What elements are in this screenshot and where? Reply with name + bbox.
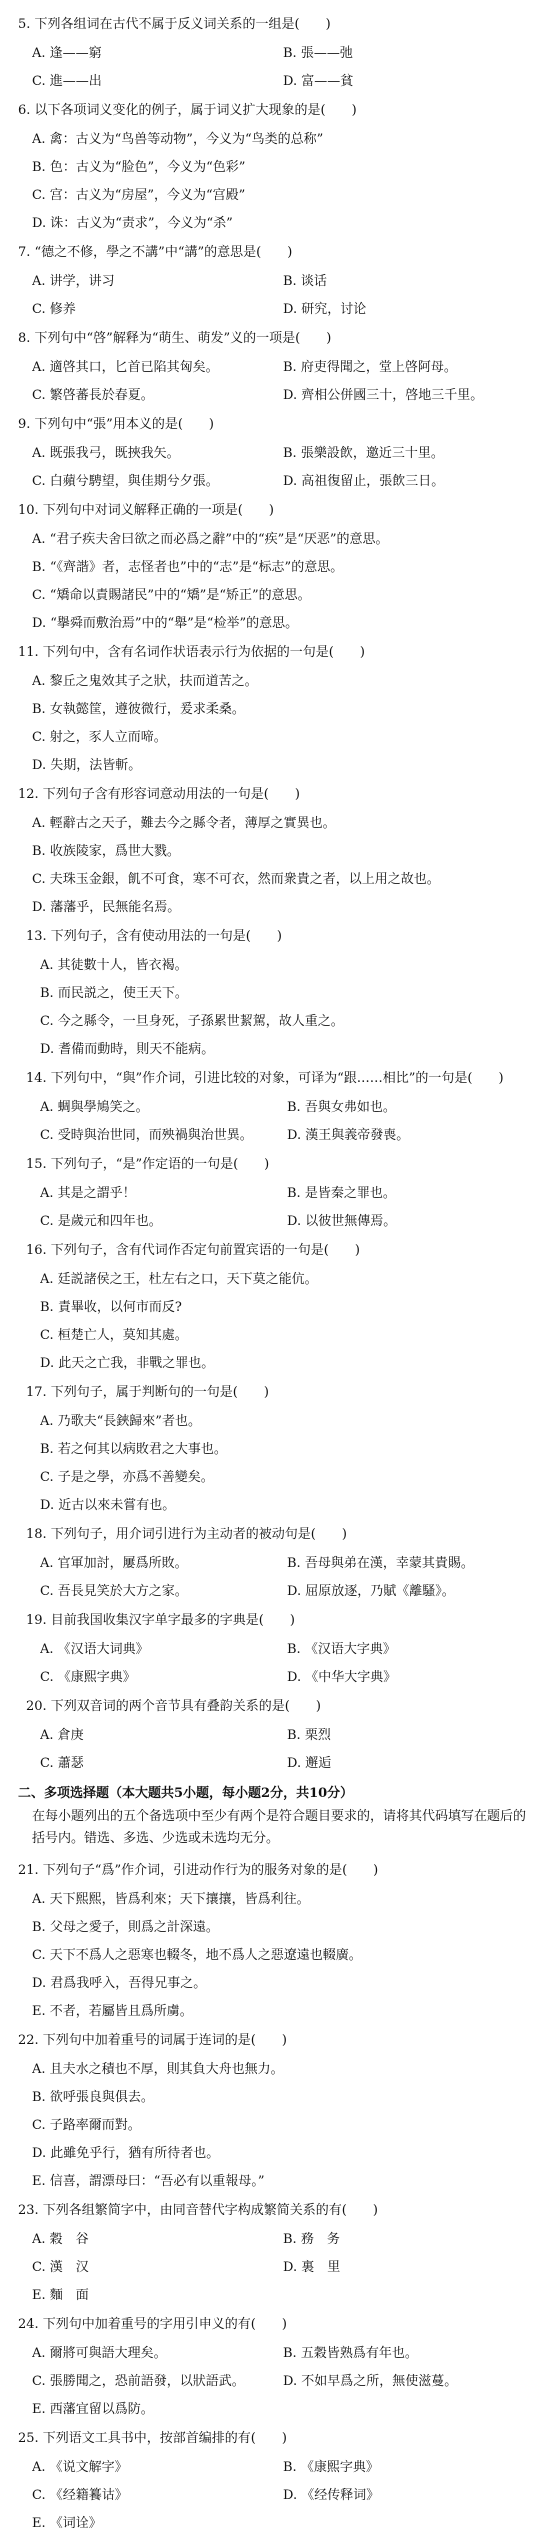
question-stem: 10. 下列句中对词义解释正确的一项是( ) [18, 503, 274, 518]
answer-option: B. 五穀皆熟爲有年也。 [283, 2346, 418, 2361]
answer-option: B. 張——弛 [283, 46, 353, 61]
option-list [18, 2454, 534, 2538]
answer-option: A. 且夫水之積也不厚，則其負大舟也無力。 [32, 2062, 284, 2077]
answer-option: A. 廷説諸侯之王，杜左右之口，天下莫之能伉。 [40, 1272, 318, 1287]
question [18, 1236, 534, 1378]
option-list [26, 1180, 534, 1236]
answer-option: B. 張樂設飲，邀近三十里。 [283, 446, 444, 461]
answer-option: B. 務 务 [283, 2232, 340, 2247]
option-list [26, 952, 534, 1064]
option-list [18, 268, 534, 324]
answer-option: A. 倉庚 [40, 1728, 84, 1743]
answer-option: C. 今之縣令，一旦身死，子孫累世絜駕，故人重之。 [40, 1014, 344, 1029]
answer-option: D. 此雖免乎行，猶有所待者也。 [32, 2146, 220, 2161]
option-list [18, 2056, 534, 2196]
question-stem: 11. 下列句中，含有名词作状语表示行为依据的一句是( ) [18, 645, 365, 660]
question [18, 238, 534, 324]
answer-option: D. 近古以來未嘗有也。 [40, 1498, 176, 1513]
question [18, 2424, 534, 2538]
answer-option: C. 是歲元和四年也。 [40, 1214, 162, 1229]
answer-option: A. 官軍加討，屢爲所敗。 [40, 1556, 188, 1571]
question-stem: 20. 下列双音词的两个音节具有叠韵关系的是( ) [26, 1699, 321, 1714]
answer-option: C. 天下不爲人之惡寒也輟冬，地不爲人之惡遼遠也輟廣。 [32, 1948, 362, 1963]
question-stem: 21. 下列句子“爲”作介词，引进动作行为的服务对象的是( ) [18, 1863, 379, 1878]
answer-option: C. 《康熙字典》 [40, 1670, 136, 1685]
question-stem: 8. 下列句中“啓”解释为“萌生、萌发”义的一项是( ) [18, 331, 332, 346]
question-stem: 5. 下列各组词在古代不属于反义词关系的一组是( ) [18, 17, 331, 32]
answer-option: A. 乃歌夫“長鋏歸來”者也。 [40, 1414, 201, 1429]
question [18, 2310, 534, 2424]
answer-option: A. “君子疾夫舍曰欲之而必爲之辭”中的“疾”是“厌恶”的意思。 [32, 532, 389, 547]
answer-option: E. 《词诠》 [32, 2516, 102, 2531]
section-title: 二、多项选择题（本大题共5小题，每小题2分，共10分） [18, 1786, 354, 1801]
answer-option: C. 子是之學，亦爲不善變矣。 [40, 1470, 214, 1485]
question-stem: 17. 下列句子，属于判断句的一句是( ) [26, 1385, 269, 1400]
answer-option: A. 逢——窮 [32, 46, 102, 61]
answer-option: C. 子路率爾而對。 [32, 2118, 141, 2133]
question-stem: 7. “德之不修，學之不講”中“講”的意思是( ) [18, 245, 293, 260]
answer-option: A. 《说文解字》 [32, 2460, 128, 2475]
answer-option: C. 漢 汉 [32, 2260, 89, 2275]
question [18, 780, 534, 922]
answer-option: A. 爾將可與語大理矣。 [32, 2346, 167, 2361]
option-list [18, 526, 534, 638]
answer-option: C. 修养 [32, 302, 76, 317]
answer-option: C. 進——出 [32, 74, 102, 89]
question [18, 96, 534, 238]
answer-option: E. 西藩宜留以爲防。 [32, 2402, 154, 2417]
answer-option: A. 其徒數十人，皆衣褐。 [40, 958, 188, 973]
answer-option: D. 君爲我呼入，吾得兄事之。 [32, 1976, 207, 1991]
question-stem: 9. 下列句中“張”用本义的是( ) [18, 417, 214, 432]
answer-option: B. 父母之愛子，則爲之計深遠。 [32, 1920, 219, 1935]
answer-option: A. 黎丘之鬼效其子之狀，扶而道苦之。 [32, 674, 258, 689]
answer-option: D. 诛：古义为“责求”，今义为“杀” [32, 216, 233, 231]
answer-option: A. 禽：古义为“鸟兽等动物”，今义为“鸟类的总称” [32, 132, 324, 147]
option-list [18, 40, 534, 96]
answer-option: B. 收族陵家，爲世大戮。 [32, 844, 180, 859]
answer-option: A. 蜩與學鳩笑之。 [40, 1100, 149, 1115]
question-stem: 23. 下列各组繁简字中，由同音替代字构成繁简关系的有( ) [18, 2203, 378, 2218]
answer-option: E. 不者，若屬皆且爲所虜。 [32, 2004, 193, 2019]
answer-option: D. 富——貧 [283, 74, 354, 89]
question-stem: 6. 以下各项词义变化的例子，属于词义扩大现象的是( ) [18, 103, 357, 118]
multi-choice-part [18, 1856, 534, 2538]
section-2-header [18, 1782, 534, 1850]
answer-option: B. 栗烈 [287, 1728, 331, 1743]
option-list [26, 1266, 534, 1378]
question [18, 1064, 534, 1150]
answer-option: C. “矯命以責賜諸民”中的“矯”是“矫正”的意思。 [32, 588, 311, 603]
answer-option: E. 麵 面 [32, 2288, 89, 2303]
option-list [18, 1886, 534, 2026]
question [18, 1378, 534, 1520]
answer-option: E. 信喜，謂漂母曰：“吾必有以重報母。” [32, 2174, 265, 2189]
option-list [18, 810, 534, 922]
answer-option: D. 高祖復留止，張飲三日。 [283, 474, 445, 489]
answer-option: B. 谈话 [283, 274, 327, 289]
option-list [18, 2226, 534, 2310]
section-instructions: 在每小题列出的五个备选项中至少有两个是符合题目要求的，请将其代码填写在题后的括号内。错选、多选、少选或未选均无分。 [32, 1809, 527, 1846]
question [18, 410, 534, 496]
option-list [18, 2340, 534, 2424]
answer-option: D. 《经传释词》 [283, 2488, 380, 2503]
answer-option: B. 《康熙字典》 [283, 2460, 379, 2475]
answer-option: C. 夫珠玉金銀，飢不可食，寒不可衣，然而衆貴之者，以上用之故也。 [32, 872, 440, 887]
answer-option: B. 而民説之，使王天下。 [40, 986, 188, 1001]
question [18, 1692, 534, 1778]
question-stem: 19. 目前我国收集汉字单字最多的字典是( ) [26, 1613, 295, 1628]
answer-option: A. 輕辭古之天子，難去今之縣令者，薄厚之實異也。 [32, 816, 336, 831]
answer-option: B. 責畢收，以何市而反? [40, 1300, 182, 1315]
answer-option: D. 漢王與義帝發喪。 [287, 1128, 410, 1143]
question [18, 638, 534, 780]
answer-option: C. 蕭瑟 [40, 1756, 84, 1771]
question-stem: 12. 下列句子含有形容词意动用法的一句是( ) [18, 787, 300, 802]
answer-option: C. 受時與治世同，而殃禍與治世異。 [40, 1128, 253, 1143]
answer-option: C. 吾長見笑於大方之家。 [40, 1584, 188, 1599]
answer-option: B. 色：古义为“脸色”，今义为“色彩” [32, 160, 246, 175]
answer-option: C. 桓楚亡人，莫知其處。 [40, 1328, 188, 1343]
answer-option: C. 射之，豕人立而啼。 [32, 730, 167, 745]
question-stem: 13. 下列句子，含有使动用法的一句是( ) [26, 929, 282, 944]
answer-option: D. 齊相公併國三十，啓地三千里。 [283, 388, 484, 403]
answer-option: D. 不如早爲之所，無使滋蔓。 [283, 2374, 458, 2389]
question-stem: 22. 下列句中加着重号的词属于连词的是( ) [18, 2033, 287, 2048]
answer-option: C. 《经籍籑诂》 [32, 2488, 128, 2503]
question [18, 324, 534, 410]
question [18, 1856, 534, 2026]
question [18, 2026, 534, 2196]
answer-option: B. 吾母與弟在漢，幸蒙其貴賜。 [287, 1556, 474, 1571]
answer-option: D. 藩藩乎，民無能名焉。 [32, 900, 181, 915]
answer-option: D. 耆備而動時，則天不能病。 [40, 1042, 215, 1057]
option-list [26, 1094, 534, 1150]
answer-option: D. “擧舜而敷治焉”中的“舉”是“检举”的意思。 [32, 616, 299, 631]
answer-option: B. 《汉语大字典》 [287, 1642, 396, 1657]
question-stem: 16. 下列句子，含有代词作否定句前置宾语的一句是( ) [26, 1243, 360, 1258]
question [18, 1150, 534, 1236]
option-list [18, 126, 534, 238]
question [18, 2196, 534, 2310]
answer-option: B. 女執懿筐，遵彼微行，爰求柔桑。 [32, 702, 245, 717]
answer-option: A. 讲学，讲习 [32, 274, 115, 289]
answer-option: D. 裏 里 [283, 2260, 341, 2275]
option-list [26, 1550, 534, 1606]
answer-option: C. 宫：古义为“房屋”，今义为“宫殿” [32, 188, 246, 203]
answer-option: C. 張勝聞之，恐前語發，以狀語武。 [32, 2374, 245, 2389]
question [18, 1520, 534, 1606]
answer-option: B. 是皆秦之罪也。 [287, 1186, 396, 1201]
answer-option: A. 其是之謂乎！ [40, 1186, 136, 1201]
answer-option: B. 欲呼張良與俱去。 [32, 2090, 154, 2105]
answer-option: D. 研究，讨论 [283, 302, 367, 317]
answer-option: B. 吾與女弗如也。 [287, 1100, 396, 1115]
option-list [26, 1408, 534, 1520]
question [18, 496, 534, 638]
question-stem: 14. 下列句中，“與”作介词，引进比较的对象，可译为“跟……相比”的一句是( ) [26, 1071, 504, 1086]
answer-option: D. 失期，法皆斬。 [32, 758, 142, 773]
option-list [18, 668, 534, 780]
answer-option: B. 若之何其以病敗君之大事也。 [40, 1442, 227, 1457]
question-stem: 25. 下列语文工具书中，按部首编排的有( ) [18, 2431, 287, 2446]
answer-option: A. 《汉语大词典》 [40, 1642, 149, 1657]
answer-option: C. 白蘋兮騁望，與佳期兮夕張。 [32, 474, 219, 489]
answer-option: C. 繁啓蕃長於春夏。 [32, 388, 154, 403]
single-choice-part [18, 10, 534, 1778]
question-stem: 18. 下列句子，用介词引进行为主动者的被动句是( ) [26, 1527, 347, 1542]
answer-option: B. 府吏得聞之，堂上啓阿母。 [283, 360, 457, 375]
answer-option: A. 適啓其口，匕首已陷其匈矣。 [32, 360, 219, 375]
answer-option: A. 天下熙熙，皆爲利來；天下攘攘，皆爲利往。 [32, 1892, 310, 1907]
option-list [18, 440, 534, 496]
answer-option: D. 屈原放逐，乃賦《離騷》。 [287, 1584, 455, 1599]
answer-option: A. 穀 谷 [32, 2232, 89, 2247]
answer-option: D. 《中华大字典》 [287, 1670, 397, 1685]
answer-option: D. 此天之亡我，非戰之罪也。 [40, 1356, 215, 1371]
question [18, 1606, 534, 1692]
option-list [18, 354, 534, 410]
answer-option: A. 既張我弓，既挾我矢。 [32, 446, 180, 461]
question [18, 10, 534, 96]
answer-option: B. “《齊諧》者，志怪者也”中的“志”是“标志”的意思。 [32, 560, 344, 575]
question-stem: 24. 下列句中加着重号的字用引申义的有( ) [18, 2317, 287, 2332]
answer-option: D. 邂逅 [287, 1756, 332, 1771]
answer-option: D. 以彼世無傳焉。 [287, 1214, 397, 1229]
question-stem: 15. 下列句子，“是”作定语的一句是( ) [26, 1157, 270, 1172]
question [18, 922, 534, 1064]
option-list [26, 1722, 534, 1778]
option-list [26, 1636, 534, 1692]
